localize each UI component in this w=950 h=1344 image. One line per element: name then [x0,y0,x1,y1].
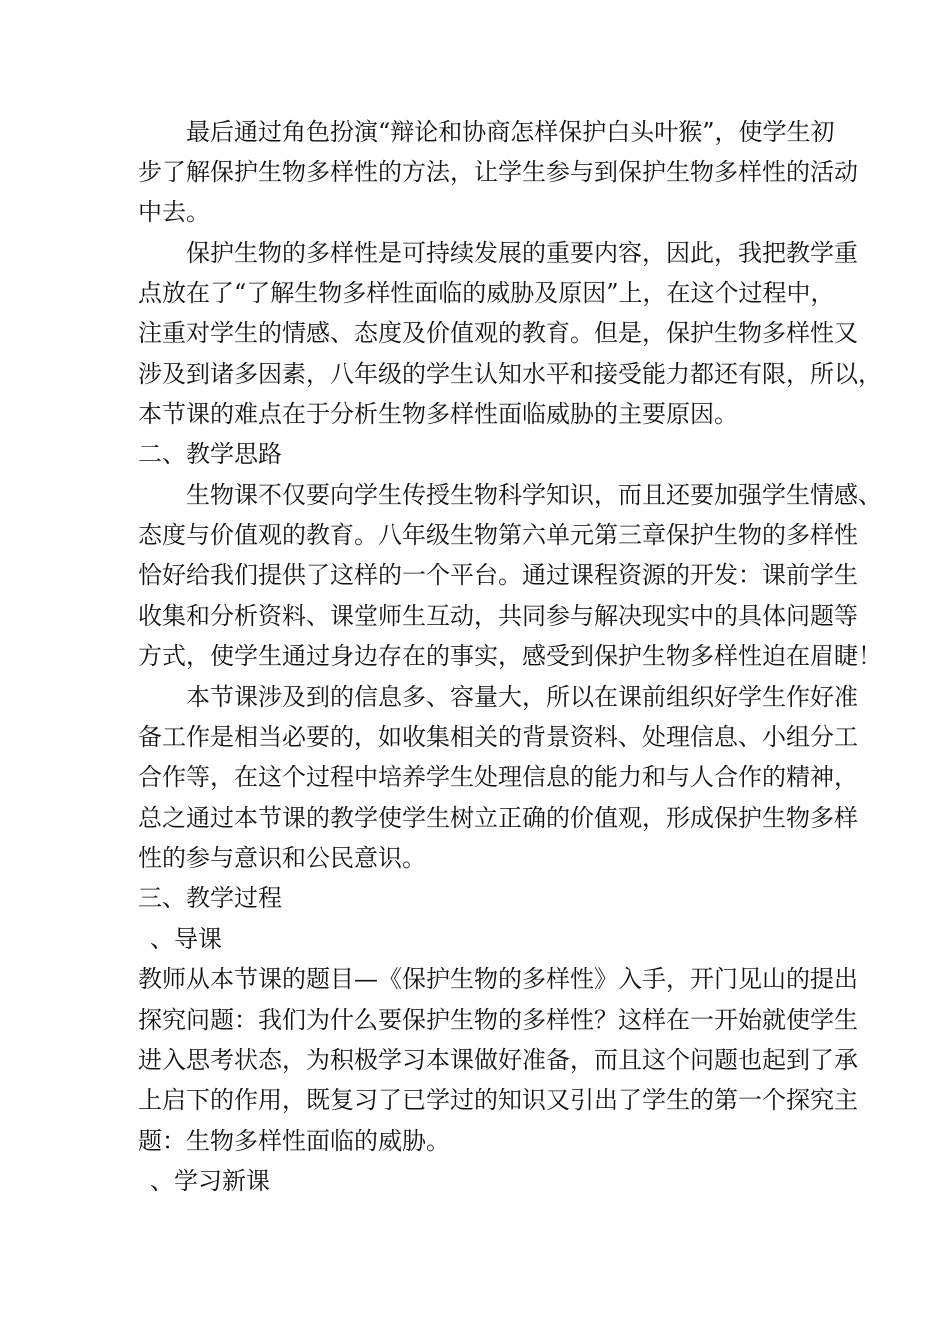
paragraph-line: 教师从本节课的题目—《保护生物的多样性》入手，开门见山的提出 [138,965,858,993]
paragraph-line: 涉及到诸多因素，八年级的学生认知水平和接受能力都还有限，所以， [138,360,882,388]
paragraph-line: 本节课涉及到的信息多、容量大，所以在课前组织好学生作好准 [186,683,858,711]
paragraph-line: 点放在了“了解生物多样性面临的威胁及原因”上，在这个过程中， [138,279,835,307]
paragraph-line: 题：生物多样性面临的威胁。 [138,1127,450,1155]
paragraph-line: 最后通过角色扮演“辩论和协商怎样保护白头叶猴”，使学生初 [186,118,835,146]
paragraph-line: 上启下的作用，既复习了已学过的知识又引出了学生的第一个探究主 [138,1086,858,1114]
paragraph-line: 本节课的难点在于分析生物多样性面临威胁的主要原因。 [138,400,738,428]
paragraph-line: 探究问题：我们为什么要保护生物的多样性？这样在一开始就使学生 [138,1006,858,1034]
section-heading: 三、教学过程 [138,884,282,912]
paragraph-line: 方式，使学生通过身边存在的事实，感受到保护生物多样性迫在眉睫！ [138,642,882,670]
paragraph-line: 恰好给我们提供了这样的一个平台。通过课程资源的开发：课前学生 [138,561,858,589]
paragraph-line: 步了解保护生物多样性的方法，让学生参与到保护生物多样性的活动 [138,158,858,186]
paragraph-line: 生物课不仅要向学生传授生物科学知识，而且还要加强学生情感、 [186,481,882,509]
paragraph-line: 进入思考状态，为积极学习本课做好准备，而且这个问题也起到了承 [138,1046,858,1074]
paragraph-line: 合作等，在这个过程中培养学生处理信息的能力和与人合作的精神， [138,763,858,791]
paragraph-line: 性的参与意识和公民意识。 [138,844,426,872]
section-heading: 二、教学思路 [138,440,282,468]
paragraph-line: 中去。 [138,198,210,226]
paragraph-line: 收集和分析资料、课堂师生互动，共同参与解决现实中的具体问题等 [138,602,858,630]
paragraph-line: 态度与价值观的教育。八年级生物第六单元第三章保护生物的多样性 [138,521,858,549]
paragraph-line: 总之通过本节课的教学使学生树立正确的价值观，形成保护生物多样 [138,804,858,832]
paragraph-line: 备工作是相当必要的，如收集相关的背景资料、处理信息、小组分工 [138,723,858,751]
subsection-heading: 、学习新课 [150,1167,270,1195]
subsection-heading: 、导课 [150,925,222,953]
paragraph-line: 保护生物的多样性是可持续发展的重要内容，因此，我把教学重 [186,239,858,267]
paragraph-line: 注重对学生的情感、态度及价值观的教育。但是，保护生物多样性又 [138,319,858,347]
